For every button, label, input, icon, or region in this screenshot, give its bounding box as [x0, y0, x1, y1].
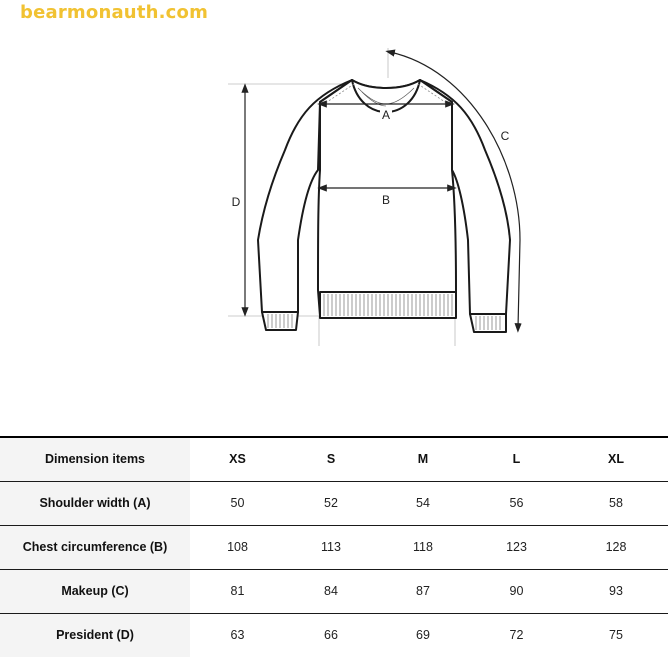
watermark-logo: bearmonauth.com [20, 2, 209, 23]
table-cell: 69 [416, 628, 430, 643]
label-d: D [231, 195, 241, 209]
table-cell: 84 [285, 569, 377, 613]
table-cell: 113 [285, 525, 377, 569]
table-cell: 81 [190, 569, 285, 613]
table-header-row [0, 437, 668, 481]
table-cell: 52 [285, 481, 377, 525]
header-cell: S [285, 437, 377, 481]
header-cell: XL [564, 437, 668, 481]
table-cell: 66 [324, 628, 338, 643]
header-cell: XS [190, 437, 285, 481]
size-table [0, 436, 668, 657]
table-cell: 123 [469, 525, 564, 569]
table-cell: 93 [564, 569, 668, 613]
table-row [0, 569, 668, 613]
header-cell: Dimension items [0, 437, 190, 481]
sweatshirt-diagram [0, 40, 668, 360]
row-label: Shoulder width (A) [0, 481, 190, 525]
row-label: Chest circumference (B) [0, 525, 190, 569]
header-cell: M [377, 437, 469, 481]
label-a: A [381, 108, 391, 122]
table-cell: 56 [469, 481, 564, 525]
table-cell: 108 [190, 525, 285, 569]
table-cell: 118 [377, 525, 469, 569]
table-row [0, 525, 668, 569]
header-cell: L [469, 437, 564, 481]
table-cell: 50 [190, 481, 285, 525]
table-cell: 54 [377, 481, 469, 525]
table-cell: 87 [377, 569, 469, 613]
table-cell: 75 [609, 628, 623, 643]
table-cell: 58 [564, 481, 668, 525]
table-row [0, 613, 668, 657]
table-cell: 90 [469, 569, 564, 613]
table-cell: 63 [230, 628, 245, 643]
label-b: B [381, 193, 391, 207]
table-cell: 72 [509, 628, 524, 643]
row-label: Makeup (C) [0, 569, 190, 613]
table-row [0, 481, 668, 525]
row-label: President (D) [0, 613, 190, 657]
label-c: C [500, 129, 510, 143]
table-cell: 128 [564, 525, 668, 569]
